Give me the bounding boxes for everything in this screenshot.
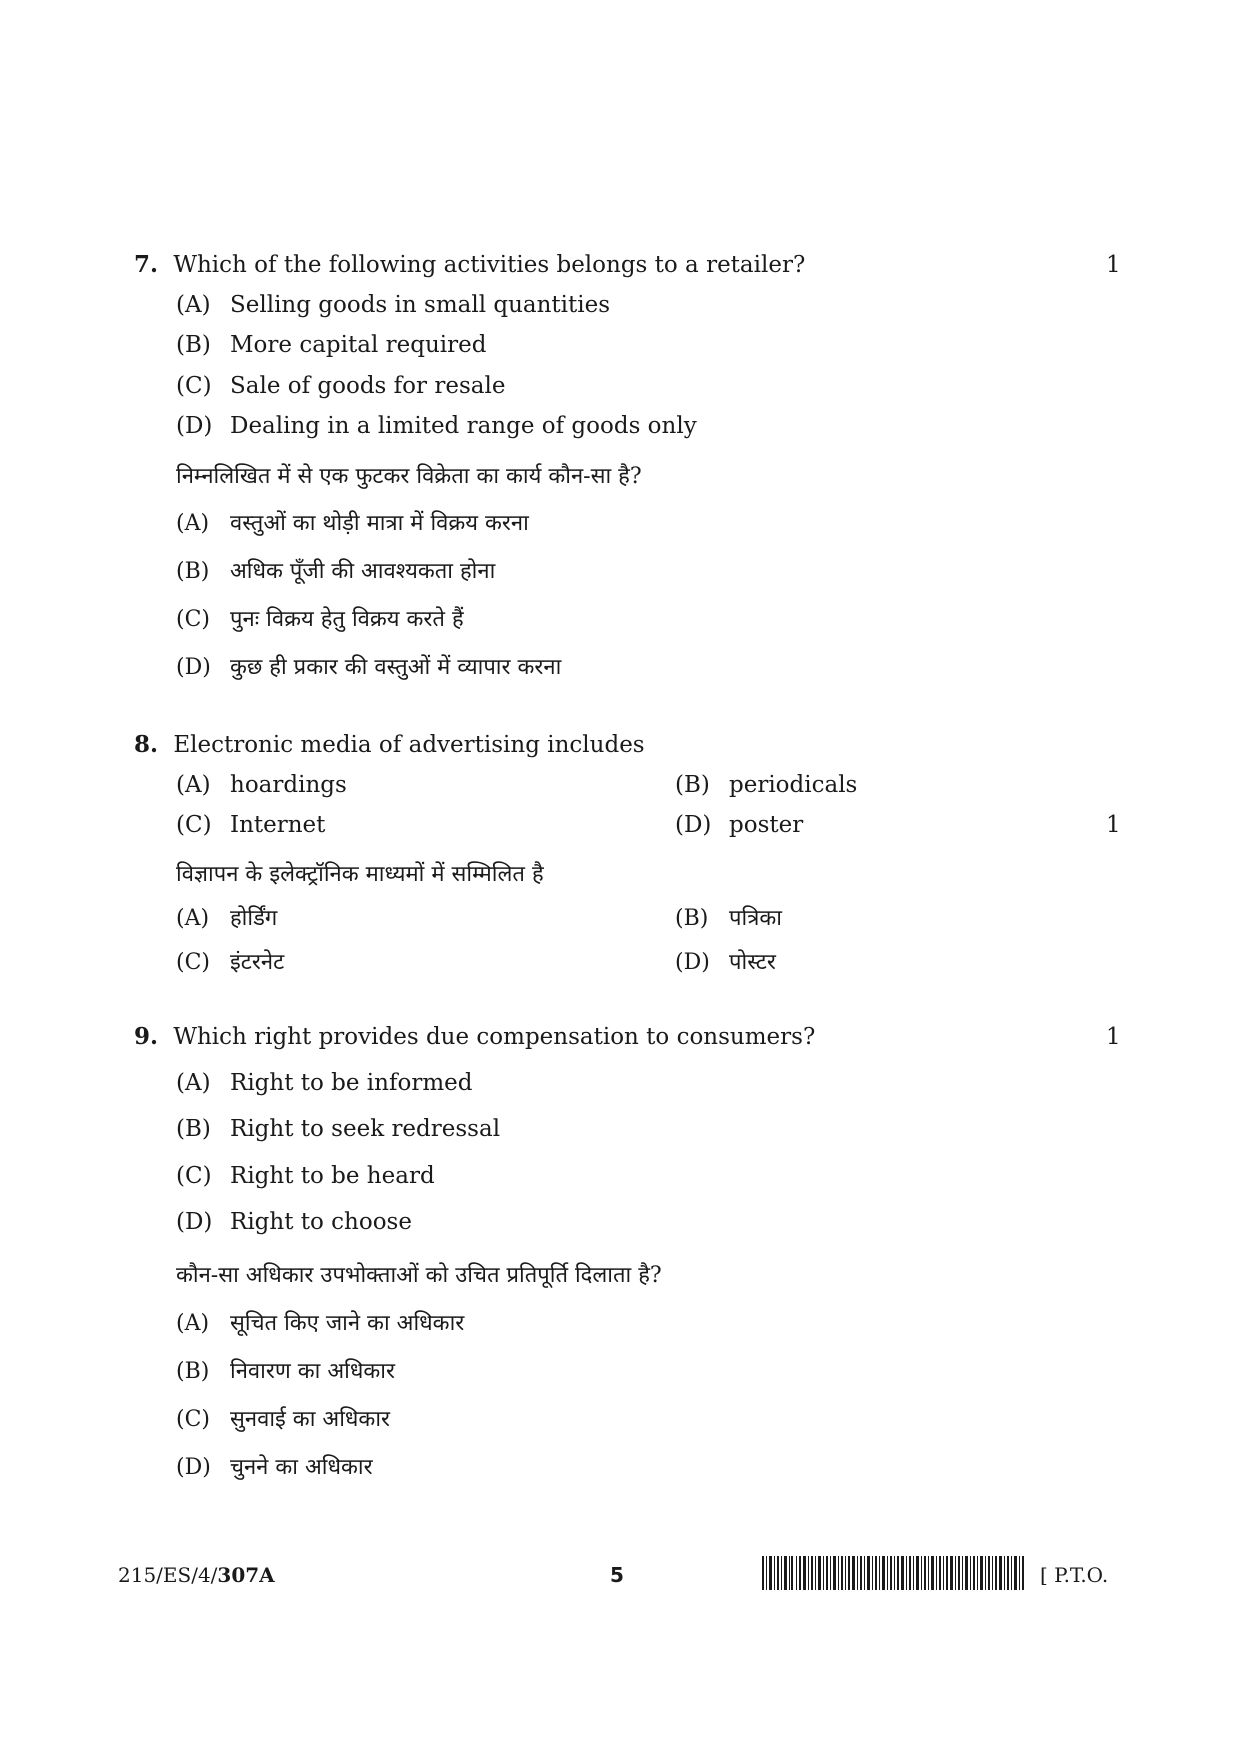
option-en: (B) Right to seek redressal <box>176 1116 501 1142</box>
question-9-text <box>134 1022 815 1052</box>
question-7-text <box>134 250 805 280</box>
marks: 1 <box>1106 812 1121 838</box>
option-en: (B) More capital required <box>176 332 487 358</box>
option-en: (D) Dealing in a limited range of goods only <box>176 413 697 439</box>
question-number: 9. <box>134 1023 159 1050</box>
question-stem: Which of the following activities belongs to a retailer? <box>173 252 806 278</box>
question-stem: Electronic media of advertising includes <box>173 732 645 758</box>
option-hi: (B) पत्रिका <box>675 906 782 931</box>
option-en: (C) Internet <box>176 812 326 838</box>
option-hi: (C) पुनः विक्रय हेतु विक्रय करते हैं <box>176 607 464 632</box>
option-en: (D) Right to choose <box>176 1209 412 1235</box>
option-en: (C) Sale of goods for resale <box>176 373 506 399</box>
question-number: 8. <box>134 731 159 758</box>
option-hi: (B) निवारण का अधिकार <box>176 1359 395 1384</box>
barcode-icon <box>762 1556 1024 1590</box>
option-hi: (A) सूचित किए जाने का अधिकार <box>176 1311 465 1336</box>
option-en: (B) periodicals <box>675 772 858 798</box>
marks: 1 <box>1106 1024 1121 1050</box>
option-en: (A) Selling goods in small quantities <box>176 292 611 318</box>
pto-label: [ P.T.O. <box>1040 1563 1109 1587</box>
option-en: (D) poster <box>675 812 804 838</box>
option-en: (A) hoardings <box>176 772 347 798</box>
option-en: (A) Right to be informed <box>176 1070 473 1096</box>
page-number: 5 <box>610 1563 624 1587</box>
option-hi: (B) अधिक पूँजी की आवश्यकता होना <box>176 559 496 584</box>
option-hi: (C) सुनवाई का अधिकार <box>176 1407 391 1432</box>
option-hi: (A) वस्तुओं का थोड़ी मात्रा में विक्रय करना <box>176 511 529 536</box>
paper-code: 215/ES/4/307A <box>118 1563 275 1587</box>
option-hi: (D) चुनने का अधिकार <box>176 1455 373 1480</box>
marks: 1 <box>1106 252 1121 278</box>
option-en: (C) Right to be heard <box>176 1163 435 1189</box>
question-stem: Which right provides due compensation to consumers? <box>173 1024 816 1050</box>
option-hi: (D) पोस्टर <box>675 950 776 975</box>
question-hindi: निम्नलिखित में से एक फुटकर विक्रेता का कार्य कौन-सा है? <box>176 464 642 489</box>
option-hi: (C) इंटरनेट <box>176 950 285 975</box>
option-hi: (A) होर्डिंग <box>176 906 278 931</box>
question-hindi: विज्ञापन के इलेक्ट्रॉनिक माध्यमों में सम्मिलित है <box>176 862 544 887</box>
question-hindi: कौन-सा अधिकार उपभोक्ताओं को उचित प्रतिपूर्ति दिलाता है? <box>176 1263 662 1288</box>
question-8-text <box>134 730 645 760</box>
option-hi: (D) कुछ ही प्रकार की वस्तुओं में व्यापार करना <box>176 655 562 680</box>
question-number: 7. <box>134 251 159 278</box>
